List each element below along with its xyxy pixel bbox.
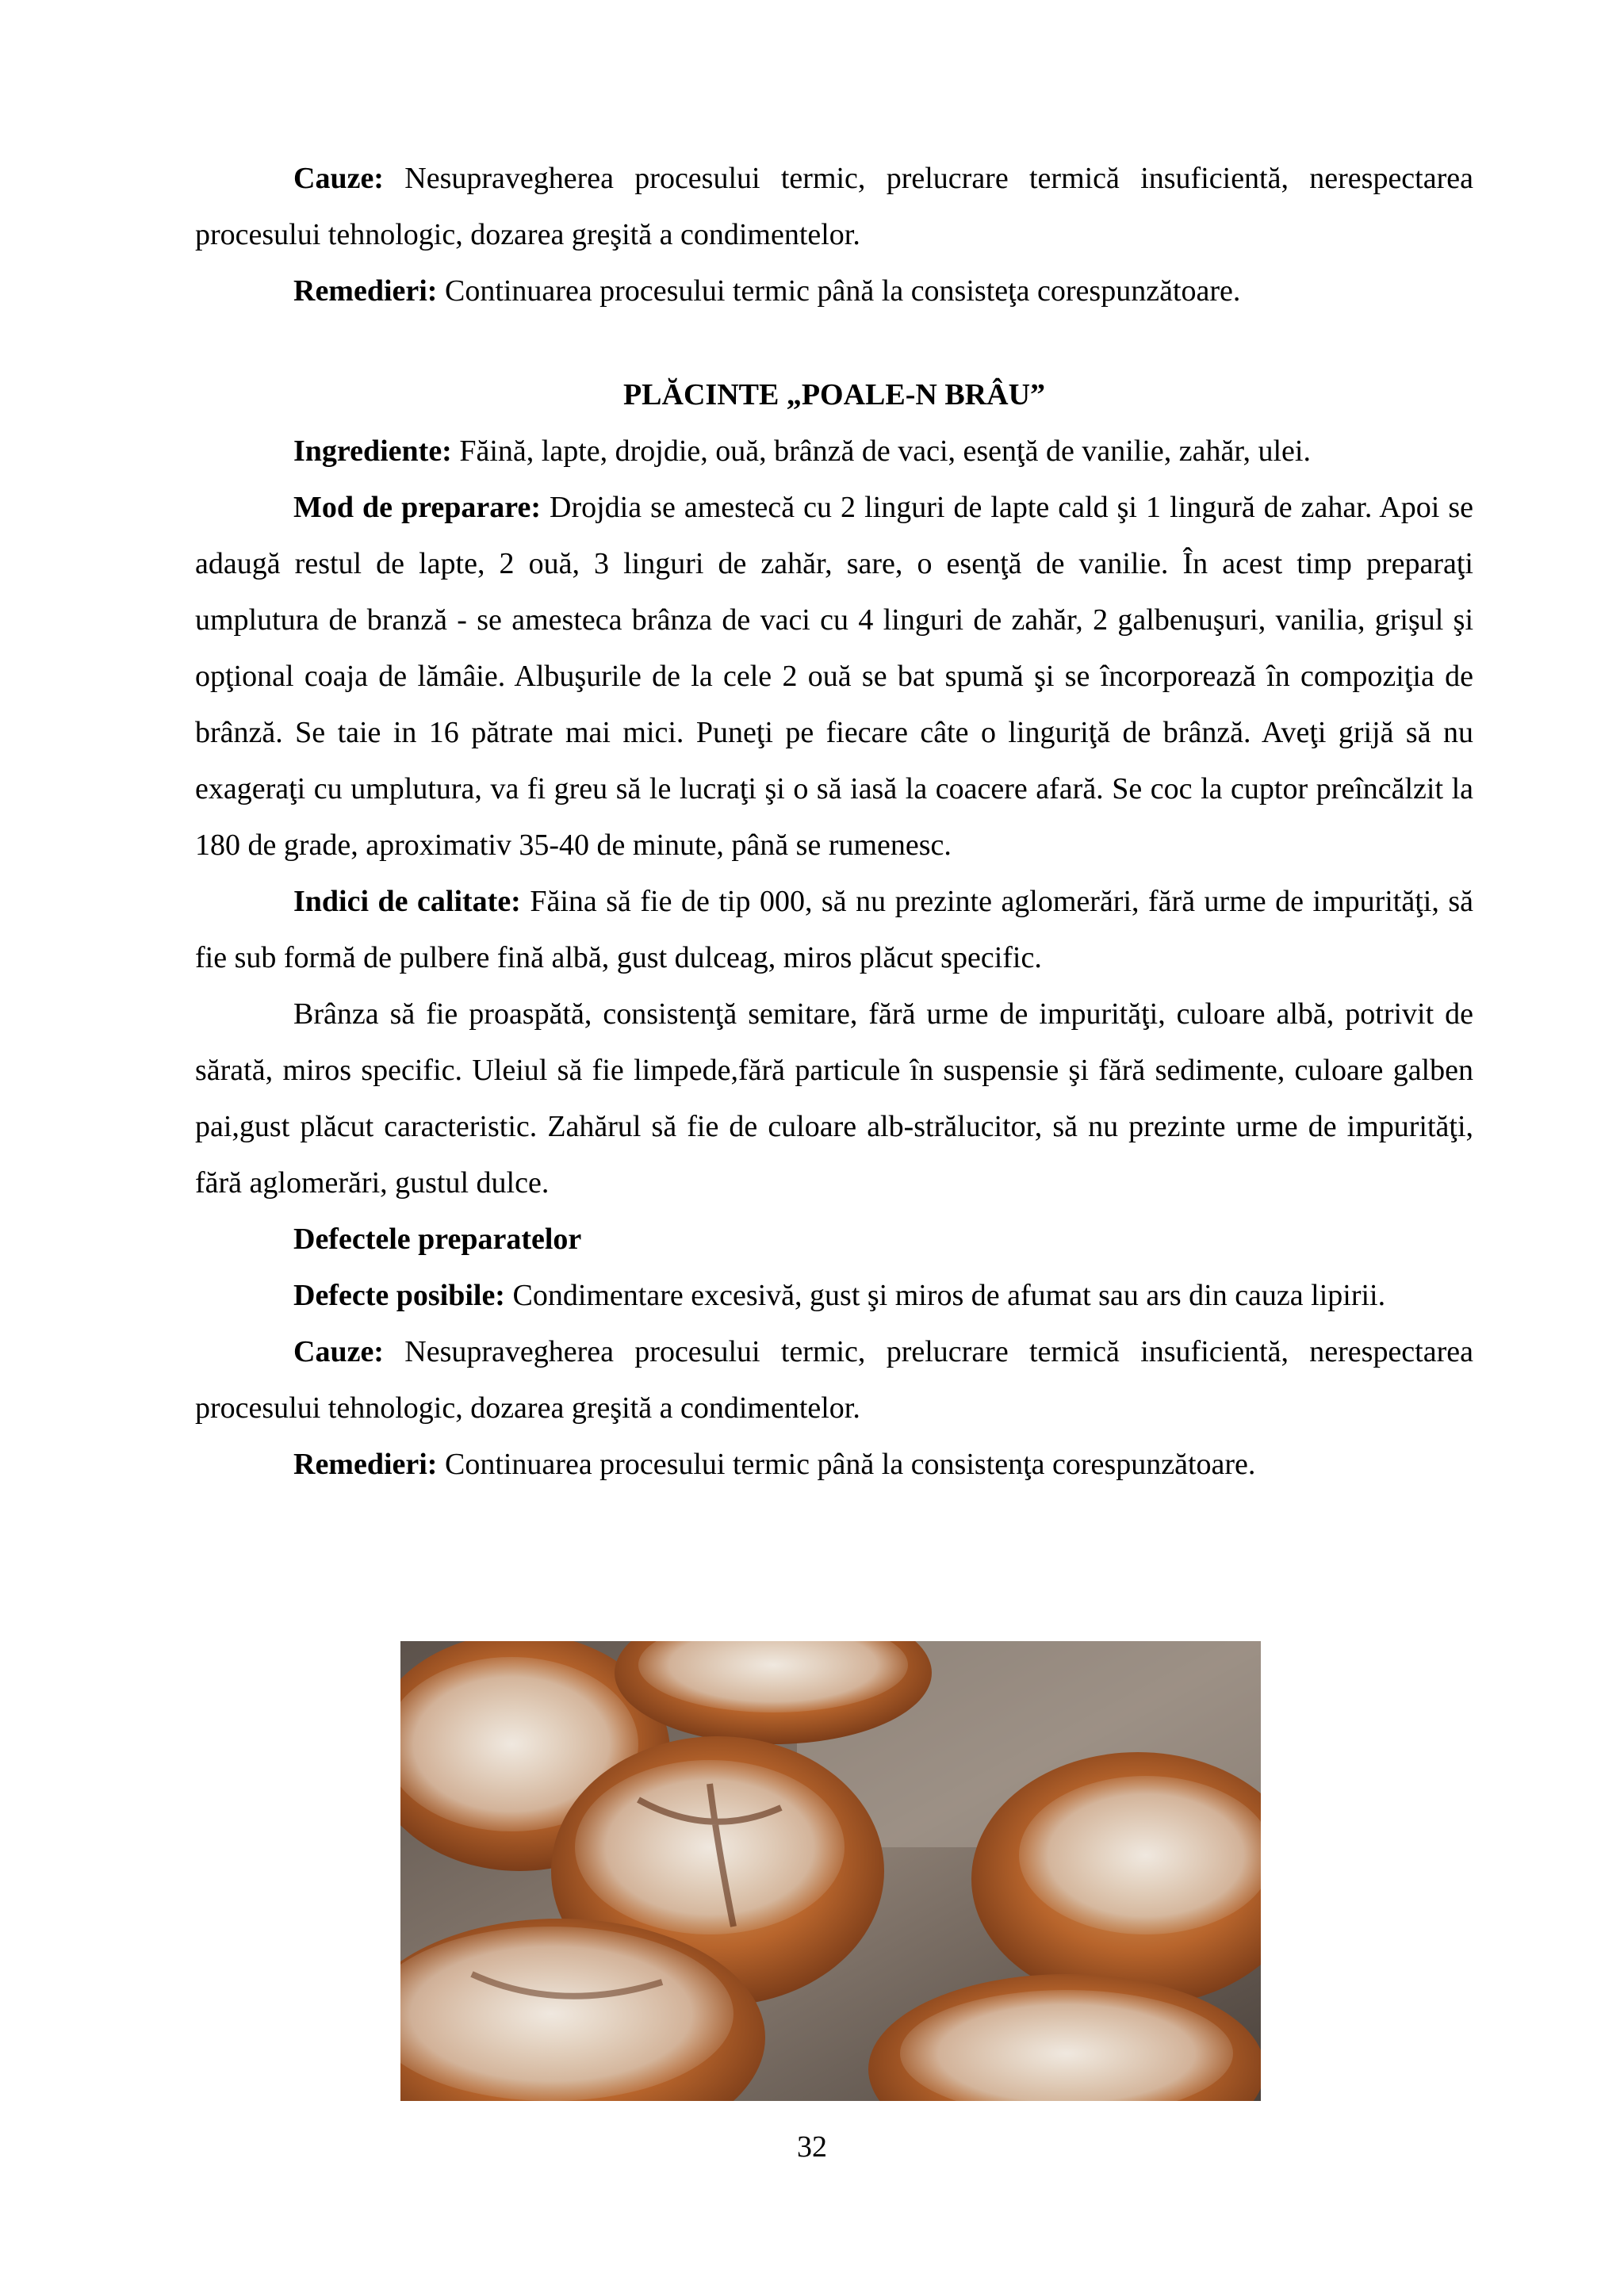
page-number: 32 — [797, 2130, 827, 2164]
preparation-text: Drojdia se amestecă cu 2 linguri de lapte cald şi 1 lingură de zahar. Apoi se adaugă restul de lapte, 2 ouă, 3 linguri de zahăr, sare, o esenţă de vanilie. În acest timp preparaţi umplutura de branză - se amesteca brânza de vaci cu 4 linguri de zahăr, 2 galbenuşuri, vanilia, grişul şi opţional coaja de lămâie. Albuşurile de la cele 2 ouă se bat spumă şi se încorporează în compoziţia de brânză. Se taie in 16 pătrate mai mici. Puneţi pe fiecare câte o linguriţă de brânză. Aveţi grijă să nu exageraţi cu umplutura, va fi greu să le lucraţi şi o să iasă la coacere afară. Se coc la cuptor preîncălzit la 180 de grade, aproximativ 35-40 de minute, până se rumenesc. — [195, 491, 1473, 862]
preparation-paragraph — [195, 480, 1473, 874]
causes-label-2: Cauze: — [293, 1335, 384, 1368]
possible-defects-paragraph — [195, 1268, 1473, 1324]
quality-label: Indici de calitate: — [293, 885, 521, 918]
possible-defects-text: Condimentare excesivă, gust şi miros de afumat sau ars din cauza lipirii. — [504, 1279, 1386, 1312]
quality-paragraph — [195, 874, 1473, 986]
remedies-label: Remedieri: — [293, 274, 438, 308]
remedies-label-2: Remedieri: — [293, 1448, 438, 1481]
causes-label: Cauze: — [293, 162, 384, 195]
remedies-paragraph — [195, 263, 1473, 320]
document-body — [195, 151, 1473, 1493]
remedies-paragraph-2 — [195, 1437, 1473, 1493]
ingredients-label: Ingrediente: — [293, 434, 452, 468]
remedies-text: Continuarea procesului termic până la consisteţa corespunzătoare. — [437, 274, 1241, 308]
remedies-text-2: Continuarea procesului termic până la consistenţa corespunzătoare. — [437, 1448, 1256, 1481]
section-spacer — [195, 320, 1473, 367]
possible-defects-label: Defecte posibile: — [293, 1279, 505, 1312]
pastry-photo — [400, 1641, 1261, 2101]
quality-text: Făina să fie de tip 000, să nu prezinte aglomerări, fără urme de impurităţi, să fie sub formă de pulbere fină albă, gust dulceag, miros plăcut specific. — [195, 885, 1473, 974]
section-title: PLĂCINTE „POALE-N BRÂU” — [622, 378, 1046, 411]
causes-paragraph-2 — [195, 1324, 1473, 1437]
pastry-photo-illustration — [400, 1641, 1261, 2101]
cheese-quality-paragraph: Brânza să fie proaspătă, consistenţă semitare, fără urme de impurităţi, culoare albă, potrivit de sărată, miros specific. Uleiul să fie limpede,fără particule în suspensie şi fără sedimente, culoare galben pai,gust plăcut caracteristic. Zahărul să fie de culoare alb-strălucitor, să nu prezinte urme de impurităţi, fără aglomerări, gustul dulce. — [195, 997, 1473, 1200]
ingredients-paragraph — [195, 423, 1473, 480]
ingredients-text: Făină, lapte, drojdie, ouă, brânză de vaci, esenţă de vanilie, zahăr, ulei. — [451, 434, 1311, 468]
causes-text-2: Nesupravegherea procesului termic, prelucrare termică insuficientă, nerespectarea procesului tehnologic, dozarea greşită a condimentelor. — [195, 1335, 1473, 1425]
preparation-label: Mod de preparare: — [293, 491, 541, 524]
defects-heading: Defectele preparatelor — [293, 1223, 582, 1256]
causes-paragraph — [195, 151, 1473, 263]
causes-text: Nesupravegherea procesului termic, prelucrare termică insuficientă, nerespectarea procesului tehnologic, dozarea greşită a condimentelor. — [195, 162, 1473, 251]
